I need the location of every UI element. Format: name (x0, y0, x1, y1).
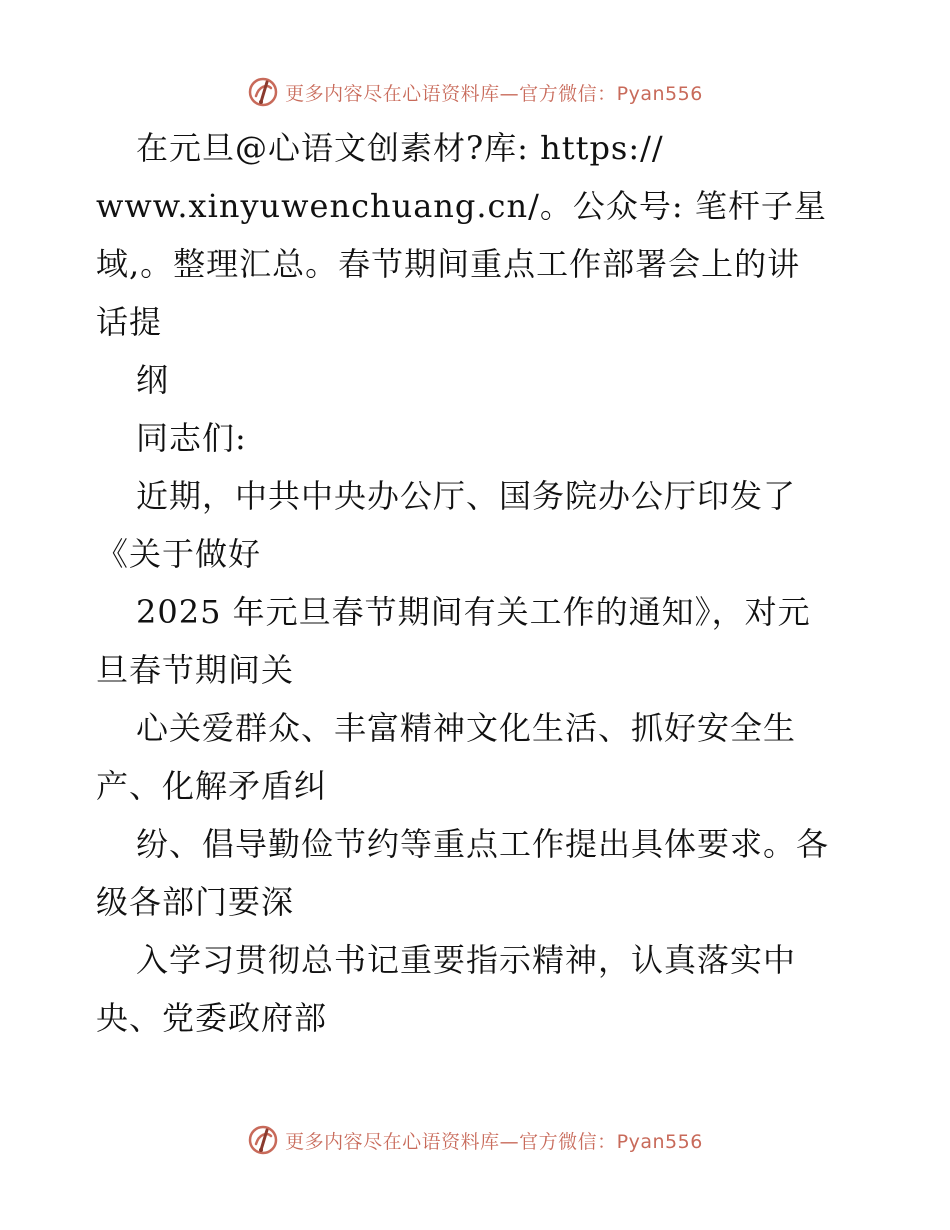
header-banner-text: 更多内容尽在心语资料库—官方微信：Pyan556 (285, 82, 703, 105)
body-line: 心关爱群众、丰富精神文化生活、抓好安全生 (136, 709, 797, 747)
body-line: 央、党委政府部 (96, 999, 328, 1037)
body-line: 2025 年元旦春节期间有关工作的通知》，对元 (136, 593, 811, 631)
footer-banner-text: 更多内容尽在心语资料库—官方微信：Pyan556 (285, 1130, 703, 1153)
body-line: 近期，中共中央办公厅、国务院办公厅印发了 (136, 477, 797, 515)
body-line: 《关于做好 (96, 535, 262, 573)
brand-logo-icon (247, 1124, 279, 1156)
body-line: 话提 (96, 303, 163, 341)
header-banner (0, 72, 950, 112)
body-line: 旦春节期间关 (96, 651, 295, 689)
body-line: 纲 (136, 361, 170, 399)
body-line: www.xinyuwenchuang.cn/。公众号: 笔杆子星 (96, 187, 827, 225)
body-line: 级各部门要深 (96, 883, 295, 921)
footer-banner (0, 1120, 950, 1160)
body-line: 纷、倡导勤俭节约等重点工作提出具体要求。各 (136, 825, 830, 863)
body-line: 产、化解矛盾纠 (96, 767, 328, 805)
body-line: 在元旦@心语文创素材?库: https:// (136, 129, 664, 167)
body-line: 同志们: (136, 419, 247, 457)
body-line: 域,。整理汇总。春节期间重点工作部署会上的讲 (96, 245, 801, 283)
brand-logo-icon (247, 76, 279, 108)
body-line: 入学习贯彻总书记重要指示精神，认真落实中 (136, 941, 797, 979)
